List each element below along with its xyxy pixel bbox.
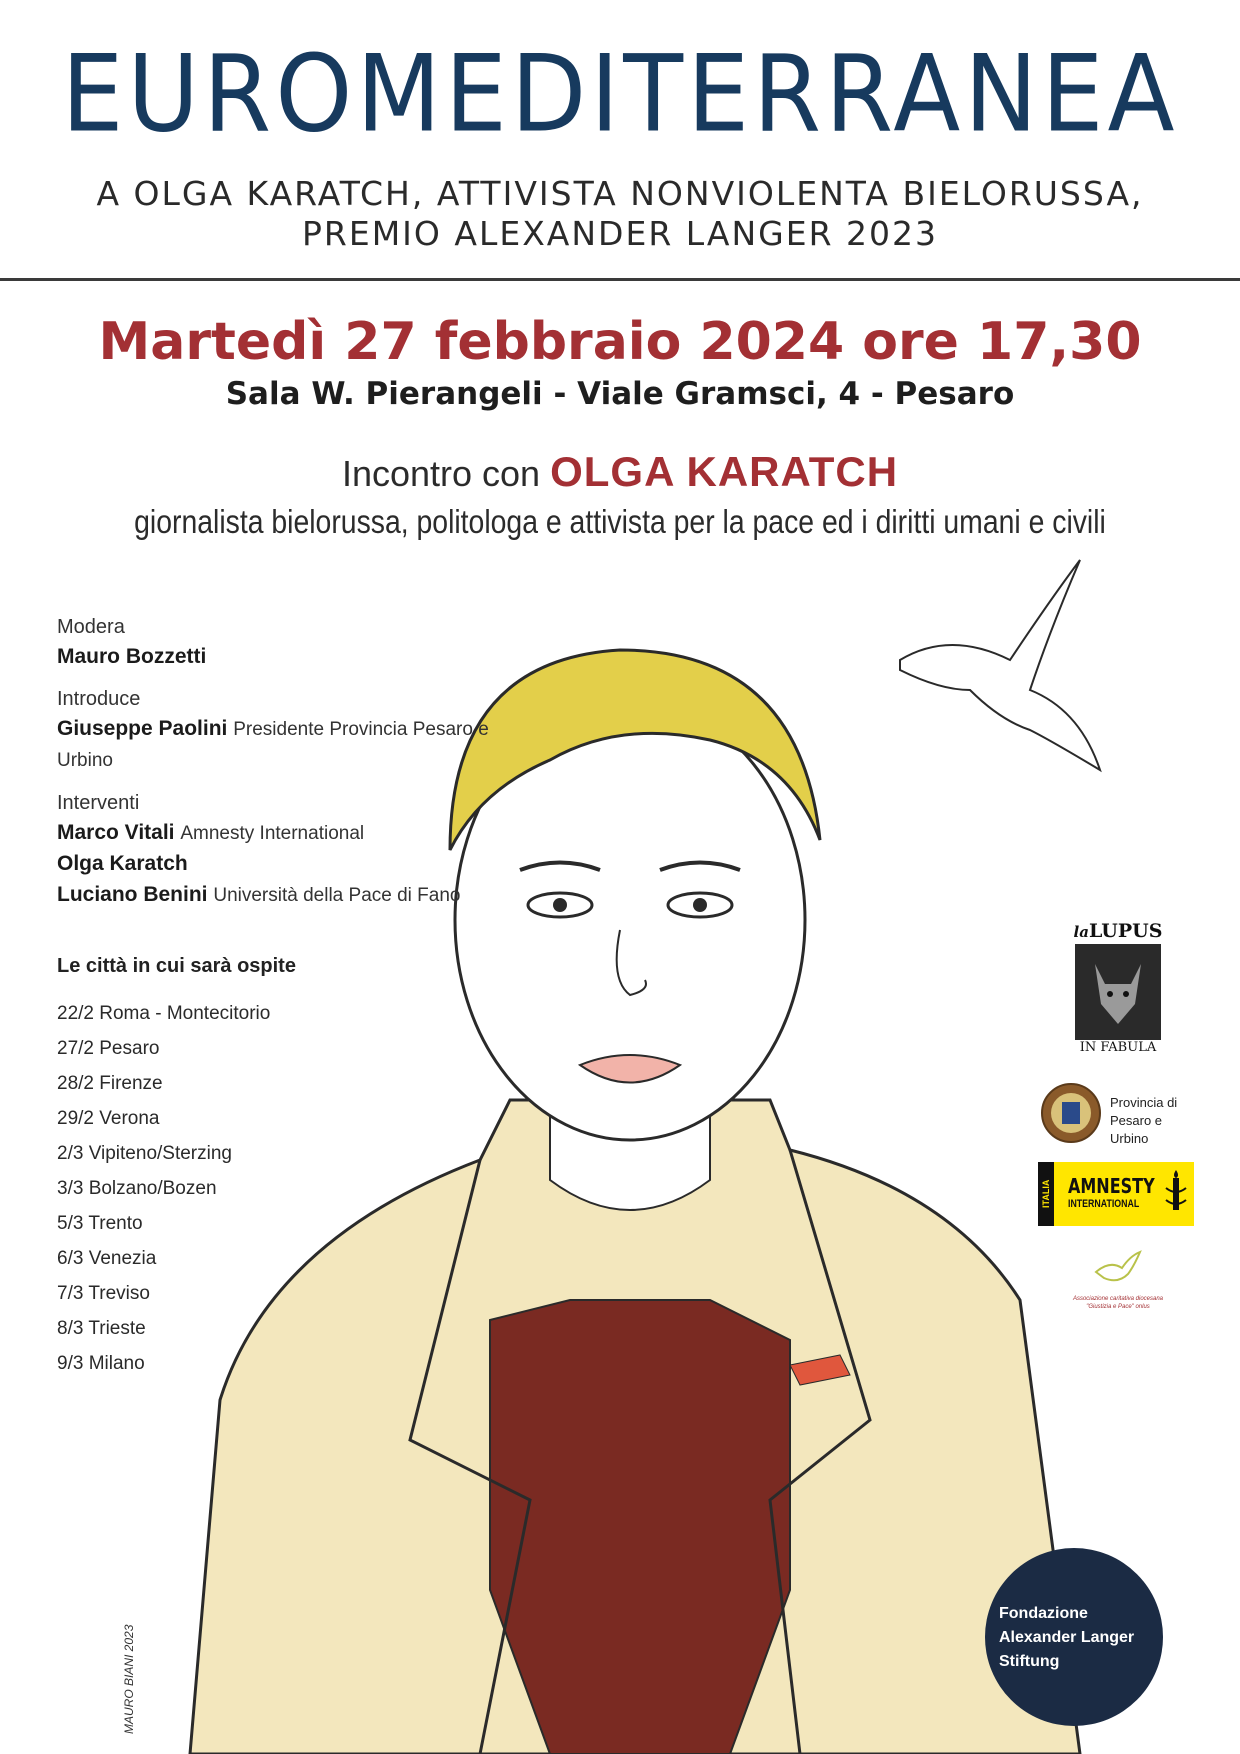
speaker-name: Marco Vitali [57,821,175,844]
speaker-name: Luciano Benini [57,883,208,906]
city-item: 29/2 Verona [57,1108,160,1129]
amnesty-sub: INTERNATIONAL [1068,1198,1140,1210]
speaker-row [57,849,517,880]
lupus-logo [1068,920,1168,1060]
poster-subtitle-line2: PREMIO ALEXANDER LANGER 2023 [302,214,938,253]
provincia-logo [1040,1082,1200,1144]
poster-subtitle-line1: A OLGA KARATCH, ATTIVISTA NONVIOLENTA BIELORUSSA, [96,174,1144,213]
dove-icon [1088,1250,1148,1290]
guest-name: OLGA KARATCH [550,448,899,495]
fondazione-text: Fondazione Alexander Langer Stiftung [999,1605,1135,1670]
lupus-title: laLUPUS [1073,920,1163,942]
speaker-row [57,818,517,849]
event-venue: Sala W. Pierangeli - Viale Gramsci, 4 - Pesaro [225,376,1015,412]
city-item: 7/3 Treviso [57,1283,150,1304]
association-text: Associazione caritativa diocesana "Giustizia e Pace" onlus [1072,1296,1164,1310]
city-item: 5/3 Trento [57,1213,143,1234]
speaker-affiliation: Amnesty International [180,823,365,844]
provincia-crest-icon [1040,1082,1102,1144]
provincia-text: Provincia di Pesaro e Urbino [1110,1095,1178,1146]
city-item: 6/3 Venezia [57,1248,157,1269]
amnesty-name: AMNESTY [1068,1174,1155,1198]
city-item: 22/2 Roma - Montecitorio [57,1003,271,1024]
city-item: 2/3 Vipiteno/Sterzing [57,1143,232,1164]
amnesty-country: ITALIA [1038,1162,1054,1226]
wolf-image [1075,944,1161,1040]
program-section [57,612,517,923]
meeting-line [0,448,1240,496]
city-item: 3/3 Bolzano/Bozen [57,1178,217,1199]
moderator-group [57,612,517,672]
association-logo [1068,1250,1168,1320]
moderator-name: Mauro Bozzetti [57,645,207,668]
moderator-label: Modera [57,616,125,638]
lupus-subtitle: IN FABULA [1079,1040,1157,1055]
poster-title: EUROMEDITERRANEA [61,33,1179,157]
cities-title: Le città in cui sarà ospite [57,955,296,977]
wolf-icon [1075,944,1161,1040]
speaker-name: Olga Karatch [57,852,188,875]
intro-label: Introduce [57,688,141,710]
city-item: 27/2 Pesaro [57,1038,160,1059]
fondazione-logo [985,1548,1163,1726]
amnesty-logo [1038,1162,1194,1226]
poster-header [0,0,1240,280]
speakers-label: Interventi [57,792,140,814]
guest-description: giornalista bielorussa, politologa e attivista per la pace ed i diritti umani e civili [134,503,1106,540]
cities-list [57,996,357,1381]
city-item: 28/2 Firenze [57,1073,163,1094]
cities-section [57,955,357,1381]
intro-name: Giuseppe Paolini [57,717,228,740]
city-item: 8/3 Trieste [57,1318,146,1339]
city-item: 9/3 Milano [57,1353,145,1374]
candle-icon [1164,1170,1188,1218]
artist-signature: MAURO BIANI 2023 [122,1624,136,1734]
header-divider [0,278,1240,281]
intro-group [57,684,517,776]
speaker-row [57,880,517,911]
intro-affiliation: Presidente Provincia Pesaro e Urbino [57,719,489,771]
speakers-group [57,788,517,911]
speaker-affiliation: Università della Pace di Fano [213,885,461,906]
meeting-prefix: Incontro con [341,453,541,494]
event-date-time: Martedì 27 febbraio 2024 ore 17,30 [98,312,1142,372]
